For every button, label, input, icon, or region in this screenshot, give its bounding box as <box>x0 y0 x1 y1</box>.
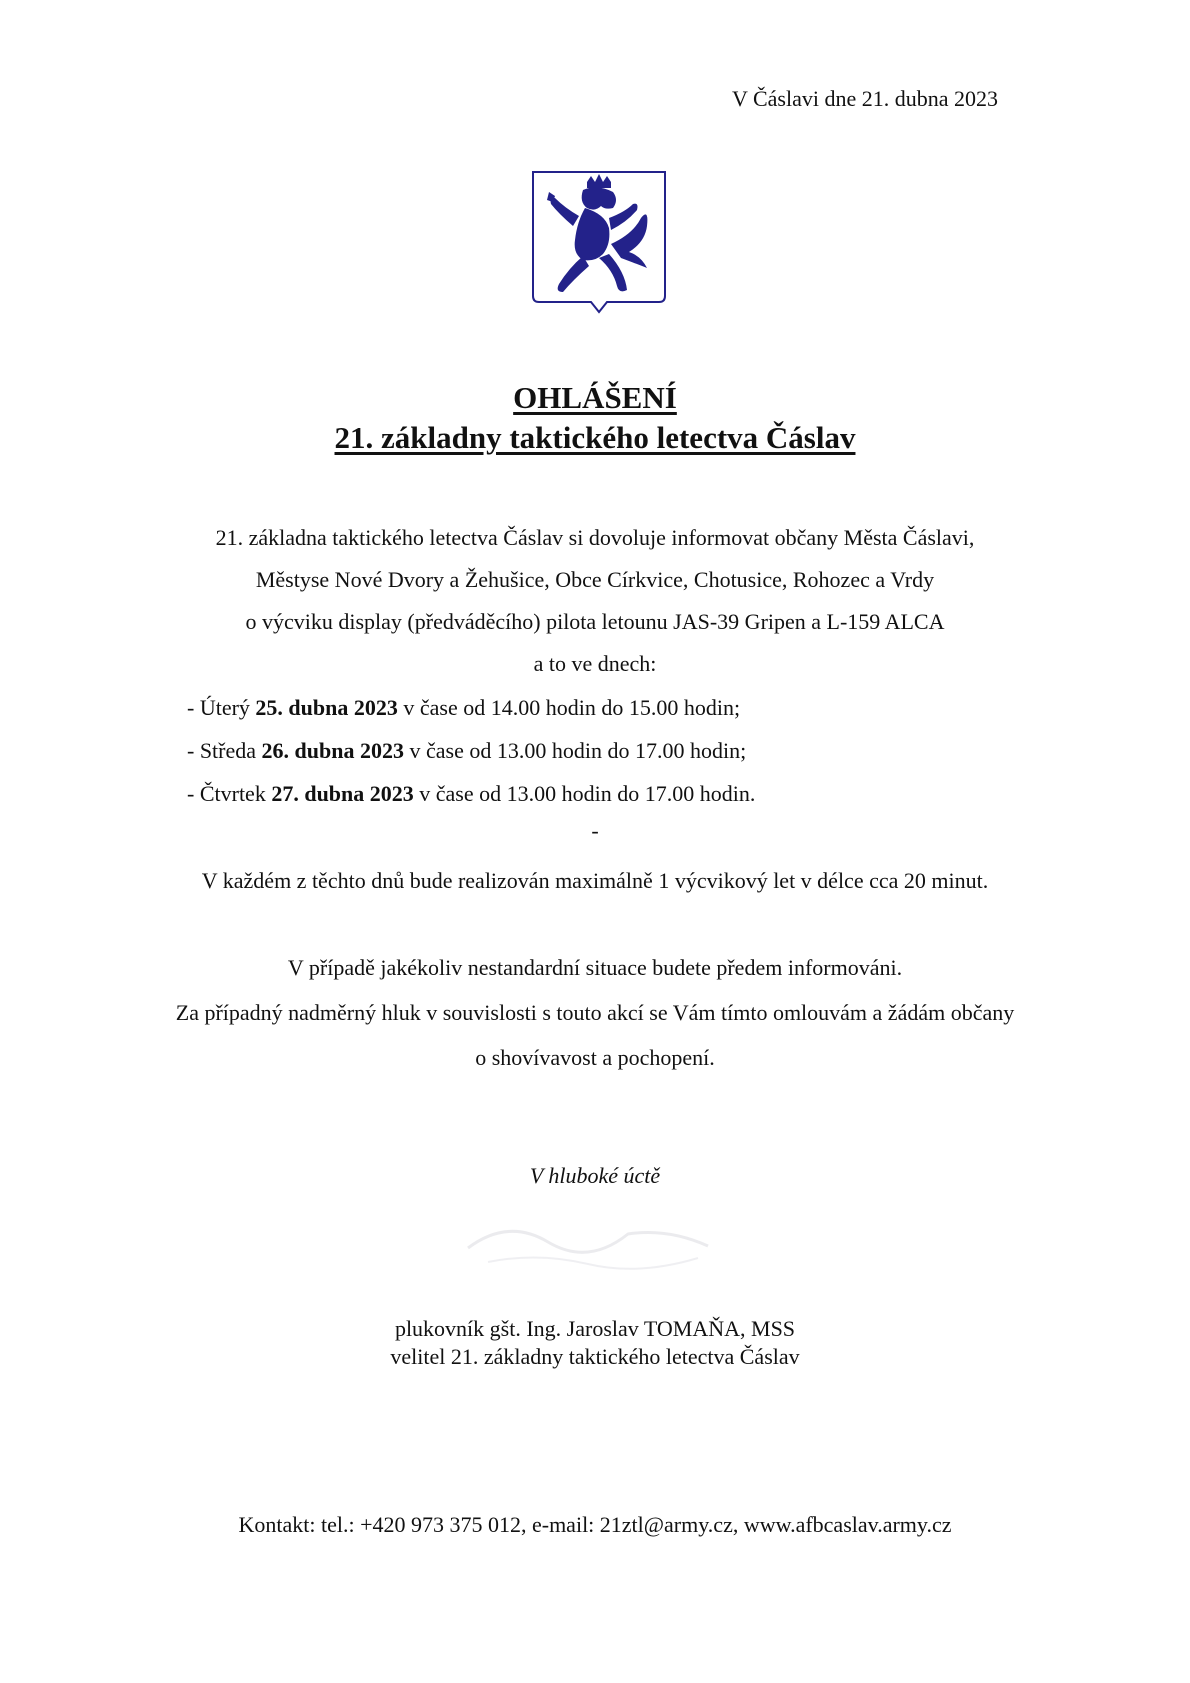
place-date: V Čáslavi dne 21. dubna 2023 <box>731 86 998 111</box>
coat-of-arms-lion-icon <box>529 168 669 316</box>
title-heading: OHLÁŠENÍ <box>513 380 677 415</box>
flight-note: V každém z těchto dnů bude realizován maximálně 1 výcvikový let v délce cca 20 minut. <box>201 868 989 893</box>
separator-dash: - <box>591 818 599 843</box>
intro-line: a to ve dnech: <box>533 651 657 676</box>
schedule-date: 25. dubna 2023 <box>255 695 398 720</box>
closing-line: Za případný nadměrný hluk v souvislosti s touto akcí se Vám tímto omlouvám a žádám občany <box>175 1000 1015 1025</box>
intro-line: o výcviku display (předváděcího) pilota letounu JAS-39 Gripen a L-159 ALCA <box>245 609 945 634</box>
closing-line: o shovívavost a pochopení. <box>475 1045 715 1070</box>
signature-greeting: V hluboké úctě <box>529 1163 661 1188</box>
title-subheading: 21. základny taktického letectva Čáslav <box>334 420 856 455</box>
signer-block <box>0 1315 1190 1371</box>
schedule-item: - Úterý 25. dubna 2023 v čase od 14.00 hodin do 15.00 hodin; <box>187 695 741 720</box>
contact-info: Kontakt: tel.: +420 973 375 012, e-mail: 21ztl@army.cz, www.afbcaslav.army.cz <box>238 1512 952 1537</box>
intro-line: 21. základna taktického letectva Čáslav si dovoluje informovat občany Města Čáslavi, <box>215 525 975 550</box>
closing-line: V případě jakékoliv nestandardní situace budete předem informováni. <box>287 955 903 980</box>
schedule-date: 26. dubna 2023 <box>261 738 404 763</box>
announcement-title <box>0 378 1190 458</box>
signer-position: velitel 21. základny taktického letectva Čáslav <box>390 1344 800 1369</box>
intro-line: Městyse Nové Dvory a Žehušice, Obce Církvice, Chotusice, Rohozec a Vrdy <box>255 567 935 592</box>
schedule-item: - Středa 26. dubna 2023 v čase od 13.00 hodin do 17.00 hodin; <box>187 738 747 763</box>
schedule-date: 27. dubna 2023 <box>271 781 414 806</box>
signature-image <box>448 1198 748 1284</box>
schedule-item: - Čtvrtek 27. dubna 2023 v čase od 13.00 hodin do 17.00 hodin. <box>187 781 756 806</box>
signer-name: plukovník gšt. Ing. Jaroslav TOMAŇA, MSS <box>394 1316 796 1341</box>
